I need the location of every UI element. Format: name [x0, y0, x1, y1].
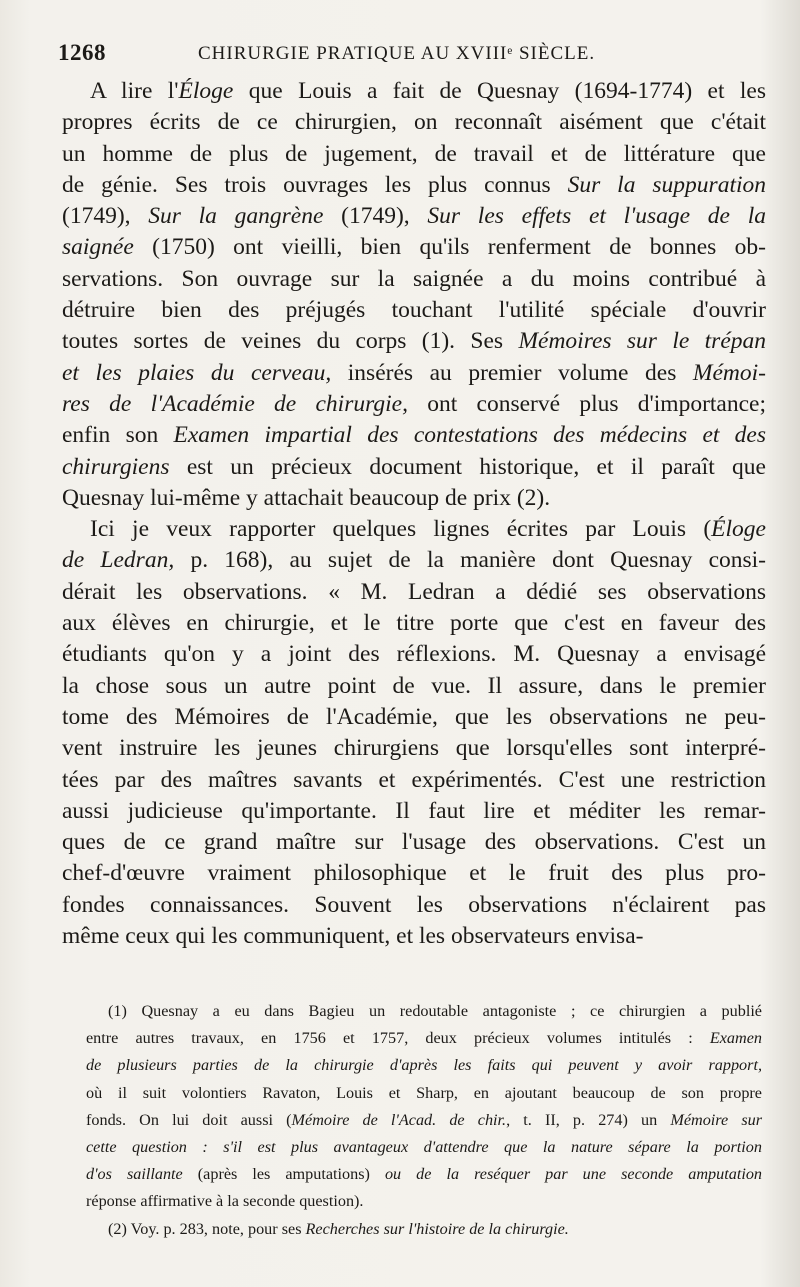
text-line — [62, 295, 766, 326]
text-line — [62, 170, 766, 201]
text-run: toutes sortes de veines du corps (1). Ses — [62, 328, 519, 355]
footnote-line — [86, 998, 762, 1025]
italic-text: Sur la suppuration — [567, 171, 766, 198]
page-number: 1268 — [58, 40, 106, 65]
italic-text: Mémoi- — [692, 359, 766, 386]
italic-text: Mémoires sur le trépan — [518, 328, 766, 355]
italic-text: res de l'Académie de chirurgie, — [62, 390, 408, 417]
page-header — [58, 40, 778, 74]
text-run: (2) Voy. p. 283, note, pour ses — [108, 1219, 306, 1238]
text-run: p. 168), au sujet de la manière dont Quesnay consi- — [174, 547, 766, 574]
text-line — [62, 702, 766, 733]
text-run: chef-d'œuvre vraiment philosophique et le fruit des plus pro- — [62, 860, 766, 887]
text-run: réponse affirmative à la seconde question). — [86, 1192, 364, 1211]
text-run: A lire l' — [90, 78, 179, 104]
text-line — [62, 733, 766, 764]
italic-text: Mémoire de l'Acad. de chir. — [291, 1110, 507, 1129]
text-line — [62, 608, 766, 639]
italic-text: Mémoire sur — [670, 1110, 763, 1129]
text-run: même ceux qui les communiquent, et les observateurs envisa- — [62, 923, 644, 950]
footnotes — [86, 998, 762, 1243]
text-run: un homme de plus de jugement, de travail et de littérature que — [62, 140, 766, 167]
text-run: tées par des maîtres savants et expérimentés. C'est une restriction — [62, 766, 766, 793]
italic-text: Recherches sur l'histoire de la chirurgie. — [305, 1219, 569, 1238]
text-line — [62, 264, 766, 295]
footnote-line — [86, 1216, 762, 1243]
text-run: tome des Mémoires de l'Académie, que les observations ne peu- — [62, 703, 766, 730]
italic-text: de plusieurs parties de la chirurgie d'après les faits qui peuvent y avoir rapport, — [86, 1056, 762, 1075]
text-run: aux élèves en chirurgie, et le titre porte que c'est en faveur des — [62, 610, 766, 637]
text-run: insérés au premier volume des — [331, 359, 693, 386]
text-line — [62, 389, 766, 420]
text-run: où il suit volontiers Ravaton, Louis et Sharp, en ajoutant beaucoup de son propre — [86, 1083, 762, 1102]
text-run: (après les amputations) — [182, 1165, 385, 1184]
text-run: (1749), — [62, 203, 149, 230]
text-run: ques de ce grand maître sur l'usage des observations. C'est un — [62, 829, 766, 856]
footnote-line — [86, 1188, 762, 1215]
text-run: (1749), — [323, 203, 428, 230]
text-line — [62, 452, 766, 483]
italic-text: Éloge — [178, 78, 234, 104]
text-line — [62, 921, 766, 952]
text-line — [62, 671, 766, 702]
footnote-line — [86, 1107, 762, 1134]
text-run: dérait les observations. « M. Ledran a dédié ses observations — [62, 578, 766, 605]
italic-text: d'os saillante — [86, 1165, 183, 1184]
footnote-line — [86, 1080, 762, 1107]
italic-text: Examen — [709, 1029, 762, 1048]
running-head: CHIRURGIE PRATIQUE AU XVIIIᵉ SIÈCLE. — [198, 43, 596, 64]
italic-text: chirurgiens — [62, 453, 170, 480]
footnote-line — [86, 1052, 762, 1079]
text-run: Ici je veux rapporter quelques lignes écrites par Louis ( — [90, 516, 712, 543]
text-line — [62, 232, 766, 263]
text-run: fonds. On lui doit aussi ( — [86, 1110, 292, 1129]
text-run: ont conservé plus d'importance; — [407, 390, 766, 417]
footnote-line — [86, 1161, 762, 1188]
text-run: que Louis a fait de Quesnay (1694-1774) et les — [233, 78, 766, 104]
italic-text: et les plaies du cerveau, — [62, 359, 332, 386]
text-run: (1750) ont vieilli, bien qu'ils renferment de bonnes ob- — [133, 234, 766, 261]
italic-text: ou de la reséquer par une seconde amputation — [384, 1165, 763, 1184]
text-run: fondes connaissances. Souvent les observations n'éclairent pas — [62, 891, 766, 918]
text-run: (1) Quesnay a eu dans Bagieu un redoutable antagoniste ; ce chirurgien a publié — [108, 1002, 762, 1020]
footnote-line — [86, 1025, 762, 1052]
text-run: entre autres travaux, en 1756 et 1757, deux précieux volumes intitulés : — [86, 1029, 710, 1048]
text-run: aussi judicieuse qu'importante. Il faut lire et méditer les remar- — [62, 797, 766, 824]
text-line — [62, 577, 766, 608]
text-run: enfin son — [62, 422, 174, 449]
text-run: étudiants qu'on y a joint des réflexions. M. Quesnay a envisagé — [62, 641, 766, 668]
text-run: vent instruire les jeunes chirurgiens que lorsqu'elles sont interpré- — [62, 735, 766, 762]
italic-text: Sur les effets et l'usage de la — [427, 203, 766, 230]
italic-text: saignée — [62, 234, 134, 261]
italic-text: Éloge — [711, 516, 766, 543]
text-line — [62, 890, 766, 921]
text-run: est un précieux document historique, et il paraît que — [169, 453, 766, 480]
text-run: servations. Son ouvrage sur la saignée a du moins contribué à — [62, 265, 766, 292]
text-line — [62, 358, 766, 389]
text-line — [62, 483, 766, 514]
italic-text: de Ledran, — [62, 547, 175, 574]
text-line — [62, 420, 766, 451]
italic-text: Sur la gangrène — [148, 203, 324, 230]
text-run: de génie. Ses trois ouvrages les plus connus — [62, 171, 568, 198]
text-line — [62, 827, 766, 858]
text-line — [62, 514, 766, 545]
text-run: , t. II, p. 274) un — [506, 1110, 671, 1129]
text-line — [62, 858, 766, 889]
text-run: détruire bien des préjugés touchant l'utilité spéciale d'ouvrir — [62, 297, 766, 324]
body-text — [62, 76, 766, 952]
text-line — [62, 796, 766, 827]
text-line — [62, 639, 766, 670]
text-run: propres écrits de ce chirurgien, on reconnaît aisément que c'était — [62, 109, 766, 136]
italic-text: cette question : s'il est plus avantageux d'attendre que la nature sépare la portion — [86, 1138, 762, 1157]
text-line — [62, 201, 766, 232]
text-line — [62, 139, 766, 170]
footnote-line — [86, 1134, 762, 1161]
text-line — [62, 107, 766, 138]
italic-text: Examen impartial des contestations des médecins et des — [173, 422, 767, 449]
text-line — [62, 545, 766, 576]
text-line — [62, 765, 766, 796]
text-line — [62, 326, 766, 357]
text-run: la chose sous un autre point de vue. Il assure, dans le premier — [62, 672, 766, 699]
text-run: Quesnay lui-même y attachait beaucoup de prix (2). — [62, 484, 551, 511]
text-line — [62, 76, 766, 107]
